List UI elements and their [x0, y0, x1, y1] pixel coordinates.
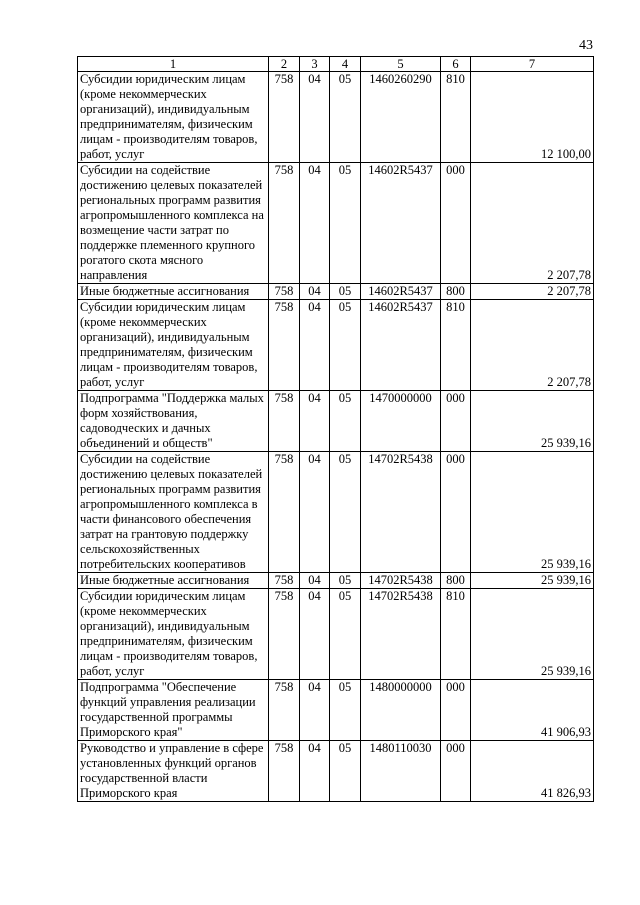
row-ministry: 758 — [269, 680, 300, 741]
table-row — [78, 741, 594, 802]
table-row — [78, 589, 594, 680]
row-section: 04 — [300, 680, 330, 741]
row-section: 04 — [300, 741, 330, 802]
row-name: Иные бюджетные ассигнования — [78, 573, 269, 589]
row-subsection: 05 — [330, 72, 361, 163]
row-section: 04 — [300, 72, 330, 163]
row-name: Субсидии на содействие достижению целевых показателей региональных программ развития агропромышленного комплекса на возмещение части затрат по поддержке племенного крупного рогатого скота мясного направления — [78, 163, 269, 284]
row-amount: 41 826,93 — [471, 741, 594, 802]
column-header: 7 — [471, 57, 594, 72]
row-amount: 12 100,00 — [471, 72, 594, 163]
row-target: 1470000000 — [361, 391, 441, 452]
row-subsection: 05 — [330, 573, 361, 589]
row-section: 04 — [300, 284, 330, 300]
row-ministry: 758 — [269, 300, 300, 391]
row-subsection: 05 — [330, 284, 361, 300]
row-vid: 800 — [441, 573, 471, 589]
row-subsection: 05 — [330, 452, 361, 573]
row-ministry: 758 — [269, 573, 300, 589]
row-subsection: 05 — [330, 300, 361, 391]
row-name: Подпрограмма "Обеспечение функций управления реализации государственной программы Приморского края" — [78, 680, 269, 741]
row-name: Субсидии юридическим лицам (кроме некоммерческих организаций), индивидуальным предпринимателям, физическим лицам - производителям товаров, работ, услуг — [78, 300, 269, 391]
table-row — [78, 300, 594, 391]
row-subsection: 05 — [330, 680, 361, 741]
row-target: 14602R5437 — [361, 284, 441, 300]
row-subsection: 05 — [330, 589, 361, 680]
row-name: Подпрограмма "Поддержка малых форм хозяйствования, садоводческих и дачных объединений и обществ" — [78, 391, 269, 452]
row-target: 1460260290 — [361, 72, 441, 163]
table-row — [78, 680, 594, 741]
row-amount: 2 207,78 — [471, 163, 594, 284]
row-amount: 25 939,16 — [471, 573, 594, 589]
budget-table — [77, 56, 594, 802]
row-ministry: 758 — [269, 163, 300, 284]
row-target: 14702R5438 — [361, 573, 441, 589]
row-ministry: 758 — [269, 284, 300, 300]
row-vid: 810 — [441, 300, 471, 391]
row-section: 04 — [300, 300, 330, 391]
column-header: 2 — [269, 57, 300, 72]
row-amount: 25 939,16 — [471, 589, 594, 680]
row-amount: 25 939,16 — [471, 452, 594, 573]
table-row — [78, 284, 594, 300]
row-amount: 2 207,78 — [471, 284, 594, 300]
column-header: 6 — [441, 57, 471, 72]
row-name: Руководство и управление в сфере установленных функций органов государственной власти Приморского края — [78, 741, 269, 802]
row-section: 04 — [300, 573, 330, 589]
row-name: Субсидии юридическим лицам (кроме некоммерческих организаций), индивидуальным предпринимателям, физическим лицам - производителям товаров, работ, услуг — [78, 589, 269, 680]
row-ministry: 758 — [269, 589, 300, 680]
header-row — [78, 57, 594, 72]
column-header: 3 — [300, 57, 330, 72]
row-vid: 800 — [441, 284, 471, 300]
row-vid: 000 — [441, 452, 471, 573]
row-ministry: 758 — [269, 72, 300, 163]
row-vid: 810 — [441, 72, 471, 163]
row-ministry: 758 — [269, 741, 300, 802]
row-vid: 000 — [441, 741, 471, 802]
row-target: 14702R5438 — [361, 589, 441, 680]
row-subsection: 05 — [330, 391, 361, 452]
row-target: 1480000000 — [361, 680, 441, 741]
row-ministry: 758 — [269, 391, 300, 452]
row-vid: 810 — [441, 589, 471, 680]
column-header: 5 — [361, 57, 441, 72]
row-target: 1480110030 — [361, 741, 441, 802]
row-vid: 000 — [441, 680, 471, 741]
row-amount: 2 207,78 — [471, 300, 594, 391]
row-amount: 25 939,16 — [471, 391, 594, 452]
table-row — [78, 573, 594, 589]
table-row — [78, 72, 594, 163]
row-subsection: 05 — [330, 741, 361, 802]
row-section: 04 — [300, 163, 330, 284]
row-amount: 41 906,93 — [471, 680, 594, 741]
row-target: 14702R5438 — [361, 452, 441, 573]
column-header: 4 — [330, 57, 361, 72]
row-section: 04 — [300, 589, 330, 680]
row-section: 04 — [300, 452, 330, 573]
row-ministry: 758 — [269, 452, 300, 573]
row-target: 14602R5437 — [361, 163, 441, 284]
row-name: Субсидии юридическим лицам (кроме некоммерческих организаций), индивидуальным предпринимателям, физическим лицам - производителям товаров, работ, услуг — [78, 72, 269, 163]
row-section: 04 — [300, 391, 330, 452]
row-subsection: 05 — [330, 163, 361, 284]
table-row — [78, 452, 594, 573]
table-row — [78, 391, 594, 452]
row-target: 14602R5437 — [361, 300, 441, 391]
row-name: Субсидии на содействие достижению целевых показателей региональных программ развития агропромышленного комплекса в части финансового обеспечения затрат на грантовую поддержку сельскохозяйственных потребительских кооперативов — [78, 452, 269, 573]
column-header: 1 — [78, 57, 269, 72]
row-vid: 000 — [441, 163, 471, 284]
row-name: Иные бюджетные ассигнования — [78, 284, 269, 300]
table-row — [78, 163, 594, 284]
page-number: 43 — [579, 38, 593, 53]
row-vid: 000 — [441, 391, 471, 452]
